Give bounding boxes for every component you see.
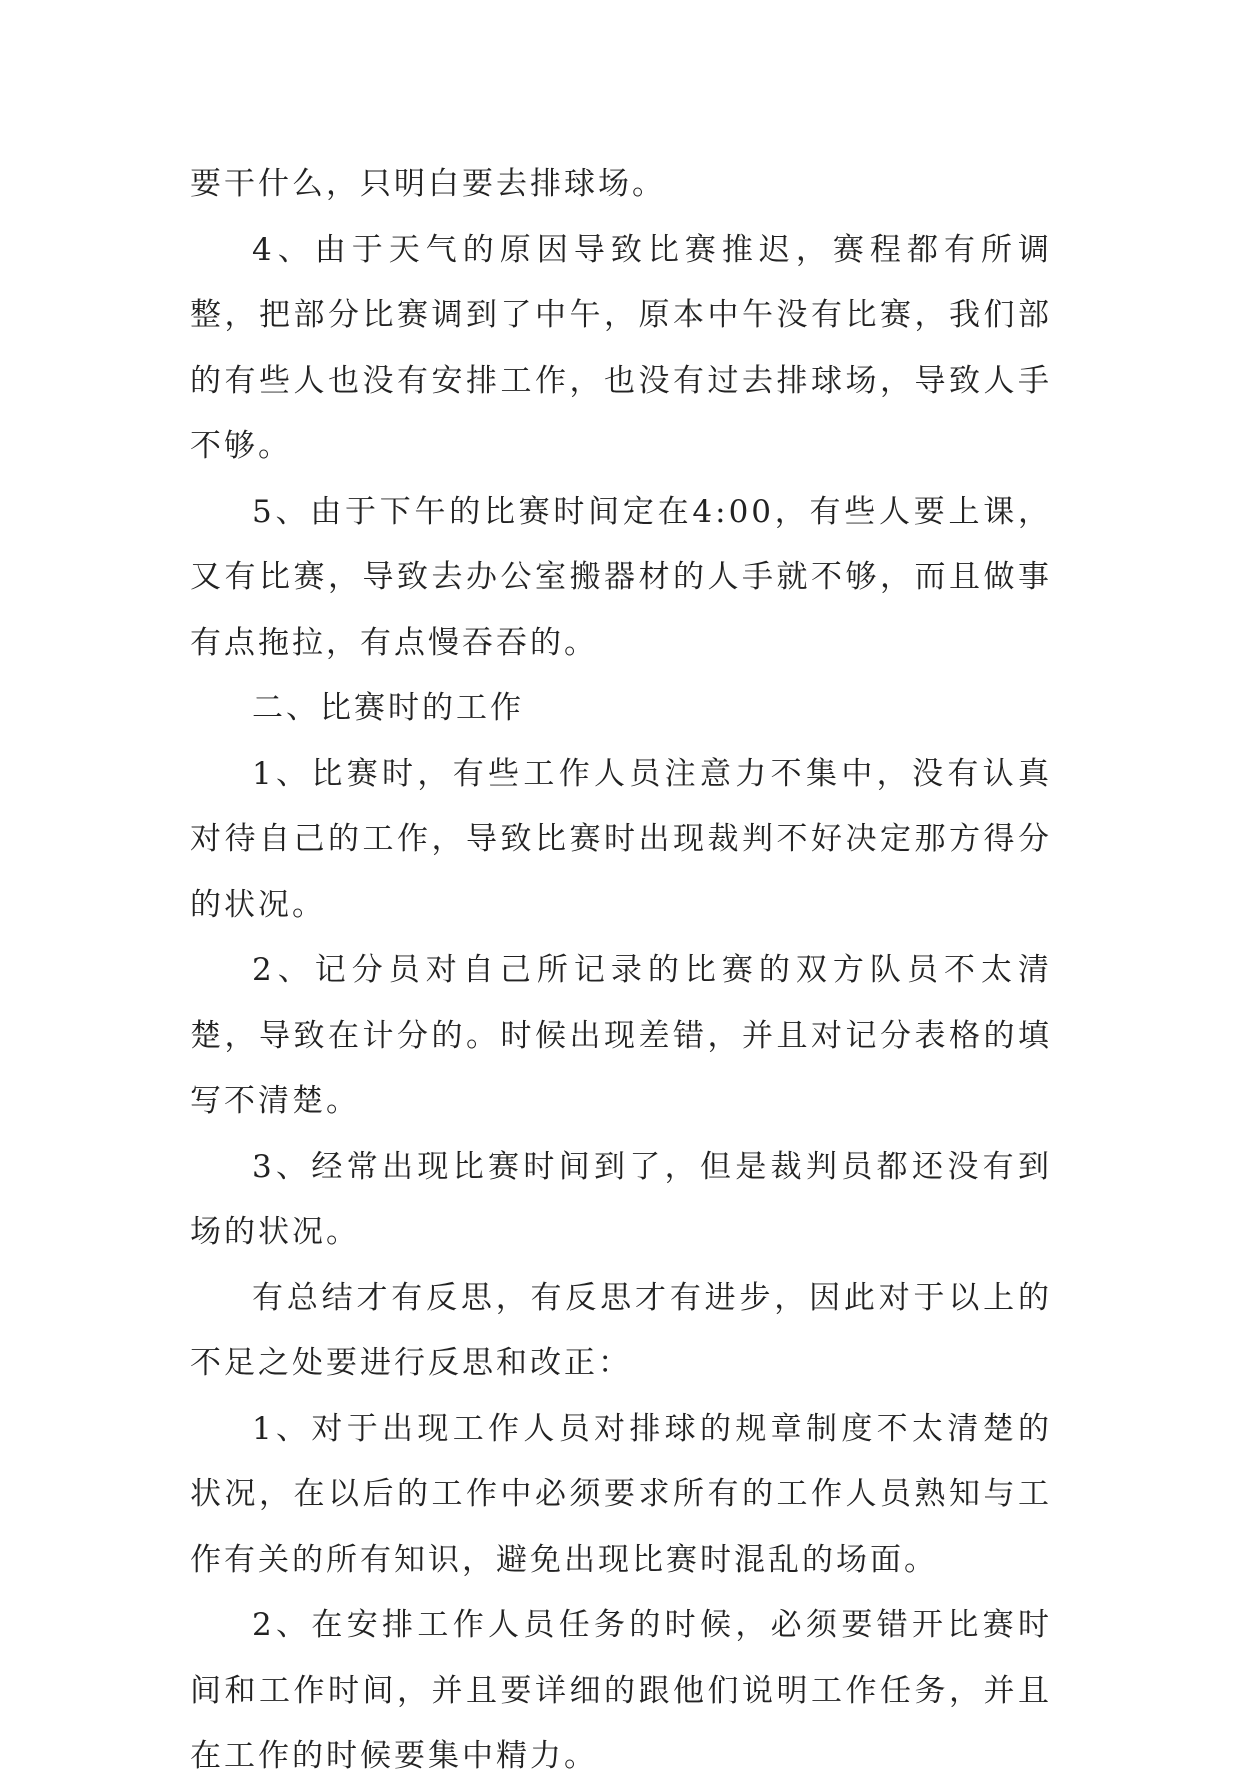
document-body [190,152,1052,1790]
paragraph-reflection-intro: 有总结才有反思，有反思才有进步，因此对于以上的不足之处要进行反思和改正： [190,1279,1052,1381]
paragraph-item-2-scorekeeper: 2、记分员对自己所记录的比赛的双方队员不太清楚，导致在计分的。时候出现差错，并且对记分表格的填写不清楚。 [190,952,1052,1119]
paragraph-item-1-attention: 1、比赛时，有些工作人员注意力不集中，没有认真对待自己的工作，导致比赛时出现裁判不好决定那方得分的状况。 [190,755,1052,923]
paragraph-continuation: 要干什么，只明白要去排球场。 [190,166,666,202]
paragraph-item-3-referee-late: 3、经常出现比赛时间到了，但是裁判员都还没有到场的状况。 [190,1148,1052,1250]
paragraph-correction-2-scheduling: 2、在安排工作人员任务的时候，必须要错开比赛时间和工作时间，并且要详细的跟他们说明工作任务，并且在工作的时候要集中精力。 [190,1607,1052,1774]
paragraph-item-4-weather-delay: 4、由于天气的原因导致比赛推迟，赛程都有所调整，把部分比赛调到了中午，原本中午没有比赛，我们部的有些人也没有安排工作，也没有过去排球场，导致人手不够。 [190,231,1052,464]
paragraph-correction-1-rules: 1、对于出现工作人员对排球的规章制度不太清楚的状况，在以后的工作中必须要求所有的工作人员熟知与工作有关的所有知识，避免出现比赛时混乱的场面。 [190,1410,1052,1578]
paragraph-item-5-afternoon-schedule: 5、由于下午的比赛时间定在4:00，有些人要上课，又有比赛，导致去办公室搬器材的人手就不够，而且做事有点拖拉，有点慢吞吞的。 [190,493,1052,661]
section-heading-during-match: 二、比赛时的工作 [252,690,524,726]
